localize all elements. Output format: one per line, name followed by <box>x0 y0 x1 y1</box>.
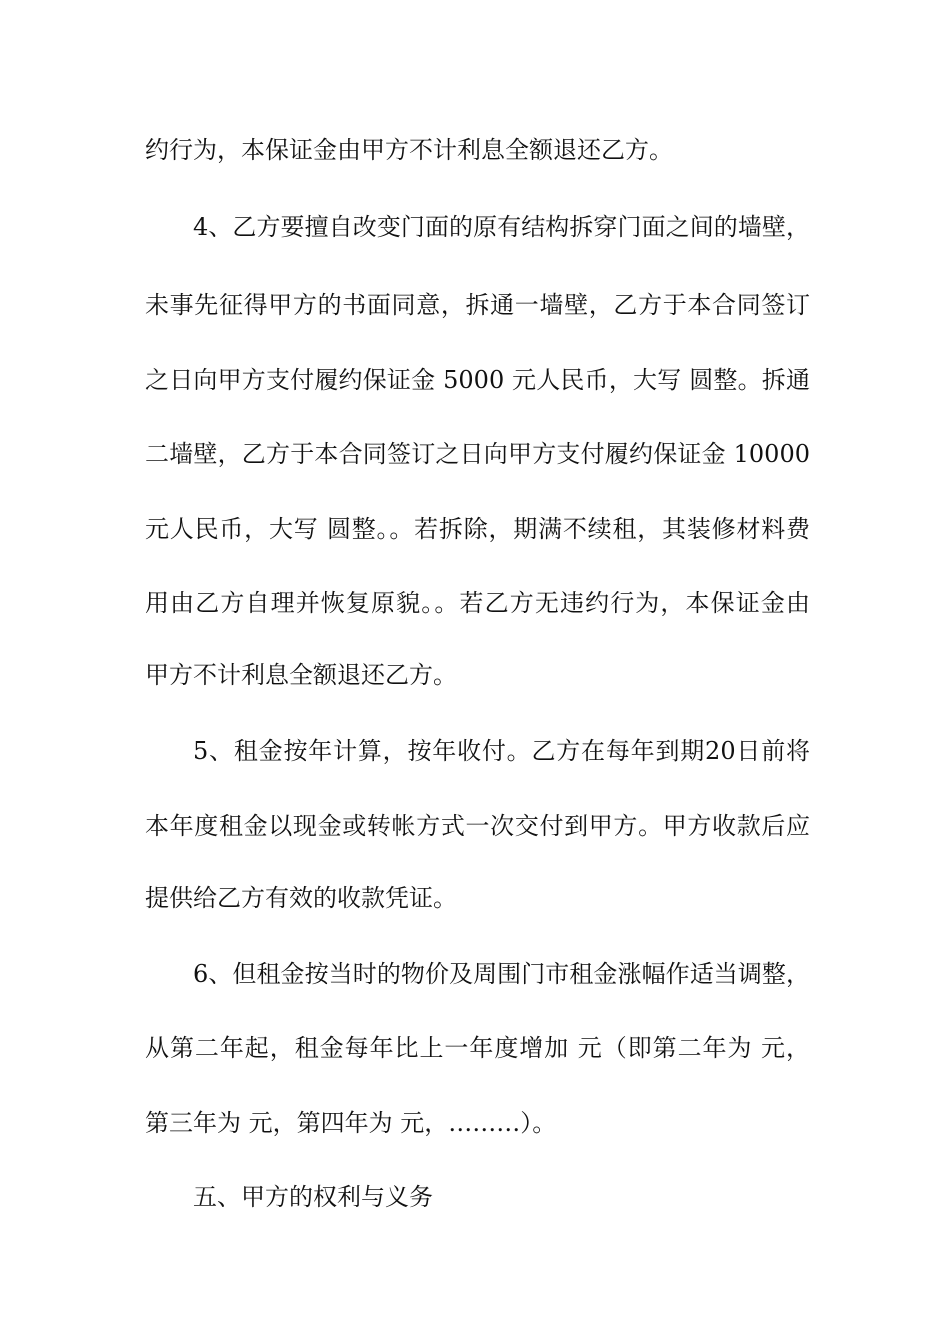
text-line: 之日向甲方支付履约保证金 5000 元人民币，大写 圆整。拆通 <box>145 366 810 394</box>
section-heading: 五、甲方的权利与义务 <box>193 1183 433 1211</box>
text-line: 从第二年起，租金每年比上一年度增加 元（即第二年为 元， <box>145 1034 810 1062</box>
text-line: 本年度租金以现金或转帐方式一次交付到甲方。甲方收款后应 <box>145 812 810 840</box>
text-line: 6、但租金按当时的物价及周围门市租金涨幅作适当调整， <box>193 960 810 988</box>
text-line: 二墙壁，乙方于本合同签订之日向甲方支付履约保证金 10000 <box>145 440 810 468</box>
text-line: 5、租金按年计算，按年收付。乙方在每年到期20日前将 <box>193 737 810 765</box>
text-line: 第三年为 元，第四年为 元，………）。 <box>145 1109 557 1137</box>
text-line: 甲方不计利息全额退还乙方。 <box>145 661 457 689</box>
text-line: 4、乙方要擅自改变门面的原有结构拆穿门面之间的墙壁， <box>193 213 810 241</box>
text-line: 未事先征得甲方的书面同意，拆通一墙壁，乙方于本合同签订 <box>145 291 810 319</box>
text-line: 用由乙方自理并恢复原貌。。若乙方无违约行为，本保证金由 <box>145 589 810 617</box>
text-line: 元人民币，大写 圆整。。若拆除，期满不续租，其装修材料费 <box>145 515 810 543</box>
text-line: 约行为，本保证金由甲方不计利息全额退还乙方。 <box>145 136 673 164</box>
text-line: 提供给乙方有效的收款凭证。 <box>145 884 457 912</box>
